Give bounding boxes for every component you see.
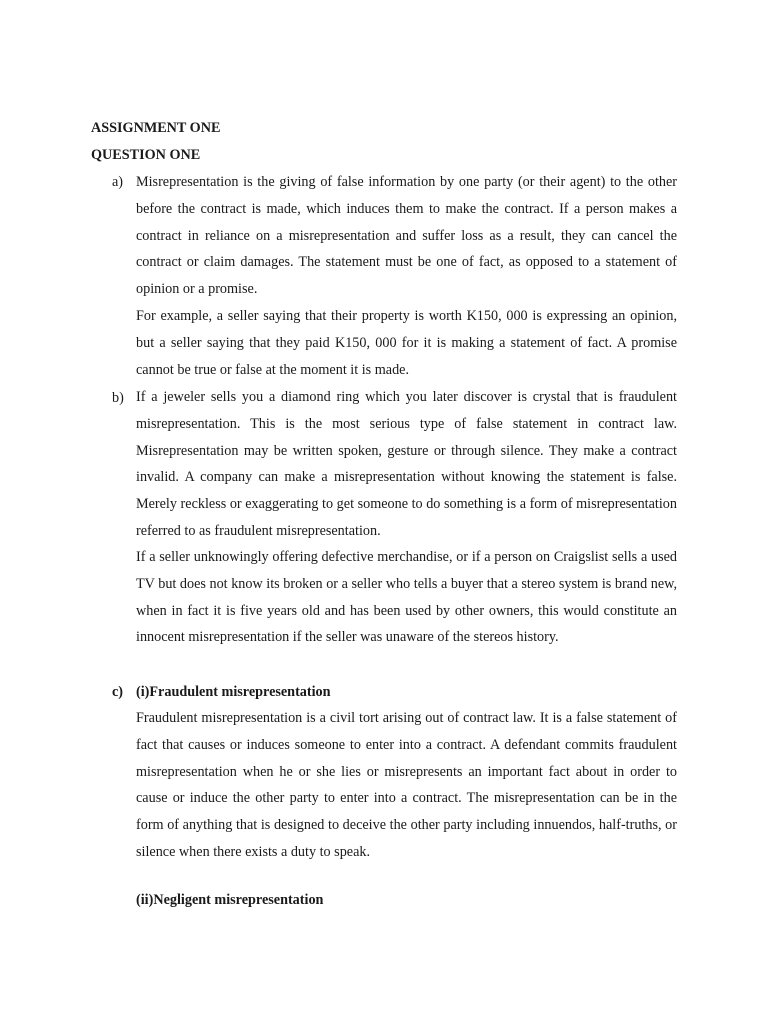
item-b-marker: b) (112, 390, 124, 406)
item-c-marker: c) (112, 684, 124, 700)
item-b-paragraph-1: If a jeweler sells you a diamond ring which you later discover is crystal that is fraudulent misrepresentation. This is the most serious type of false statement in contract law. Misrepresentation may be written spoken, gesture or through silence. They make a contract invalid. A company can make a misrepresentation without knowing the statement is false. Merely reckless or exaggerating to get someone to do something is a form of misrepresentation referred to as fraudulent misrepresentation. (136, 389, 677, 539)
assignment-heading: ASSIGNMENT ONE (91, 120, 221, 136)
question-heading: QUESTION ONE (91, 147, 201, 163)
negligent-misrepresentation-heading: (ii)Negligent misrepresentation (136, 892, 324, 908)
item-a-marker: a) (112, 174, 124, 190)
item-b-paragraph-2: If a seller unknowingly offering defective merchandise, or if a person on Craigslist sells a used TV but does not know its broken or a seller who tells a buyer that a stereo system is brand new, when in fact it is five years old and has been used by other owners, this would constitute an innocent misrepresentation if the seller was unaware of the stereos history. (136, 549, 677, 646)
fraudulent-misrepresentation-text: Fraudulent misrepresentation is a civil tort arising out of contract law. It is a false statement of fact that causes or induces someone to enter into a contract. A defendant commits fraudulent misrepresentation when he or she lies or misrepresents an important fact about in order to cause or induce the other party to enter into a contract. The misrepresentation can be in the form of anything that is designed to deceive the other party including innuendos, half-truths, or silence when there exists a duty to speak. (136, 710, 677, 860)
item-a-paragraph-1: Misrepresentation is the giving of false information by one party (or their agent) to the other before the contract is made, which induces them to make the contract. If a person makes a contract in reliance on a misrepresentation and suffer loss as a result, they can cancel the contract or claim damages. The statement must be one of fact, as opposed to a statement of opinion or a promise. (136, 174, 677, 298)
item-a-paragraph-2: For example, a seller saying that their property is worth K150, 000 is expressing an opinion, but a seller saying that they paid K150, 000 for it is making a statement of fact. A promise cannot be true or false at the moment it is made. (136, 308, 677, 378)
fraudulent-misrepresentation-heading: (i)Fraudulent misrepresentation (136, 684, 331, 700)
